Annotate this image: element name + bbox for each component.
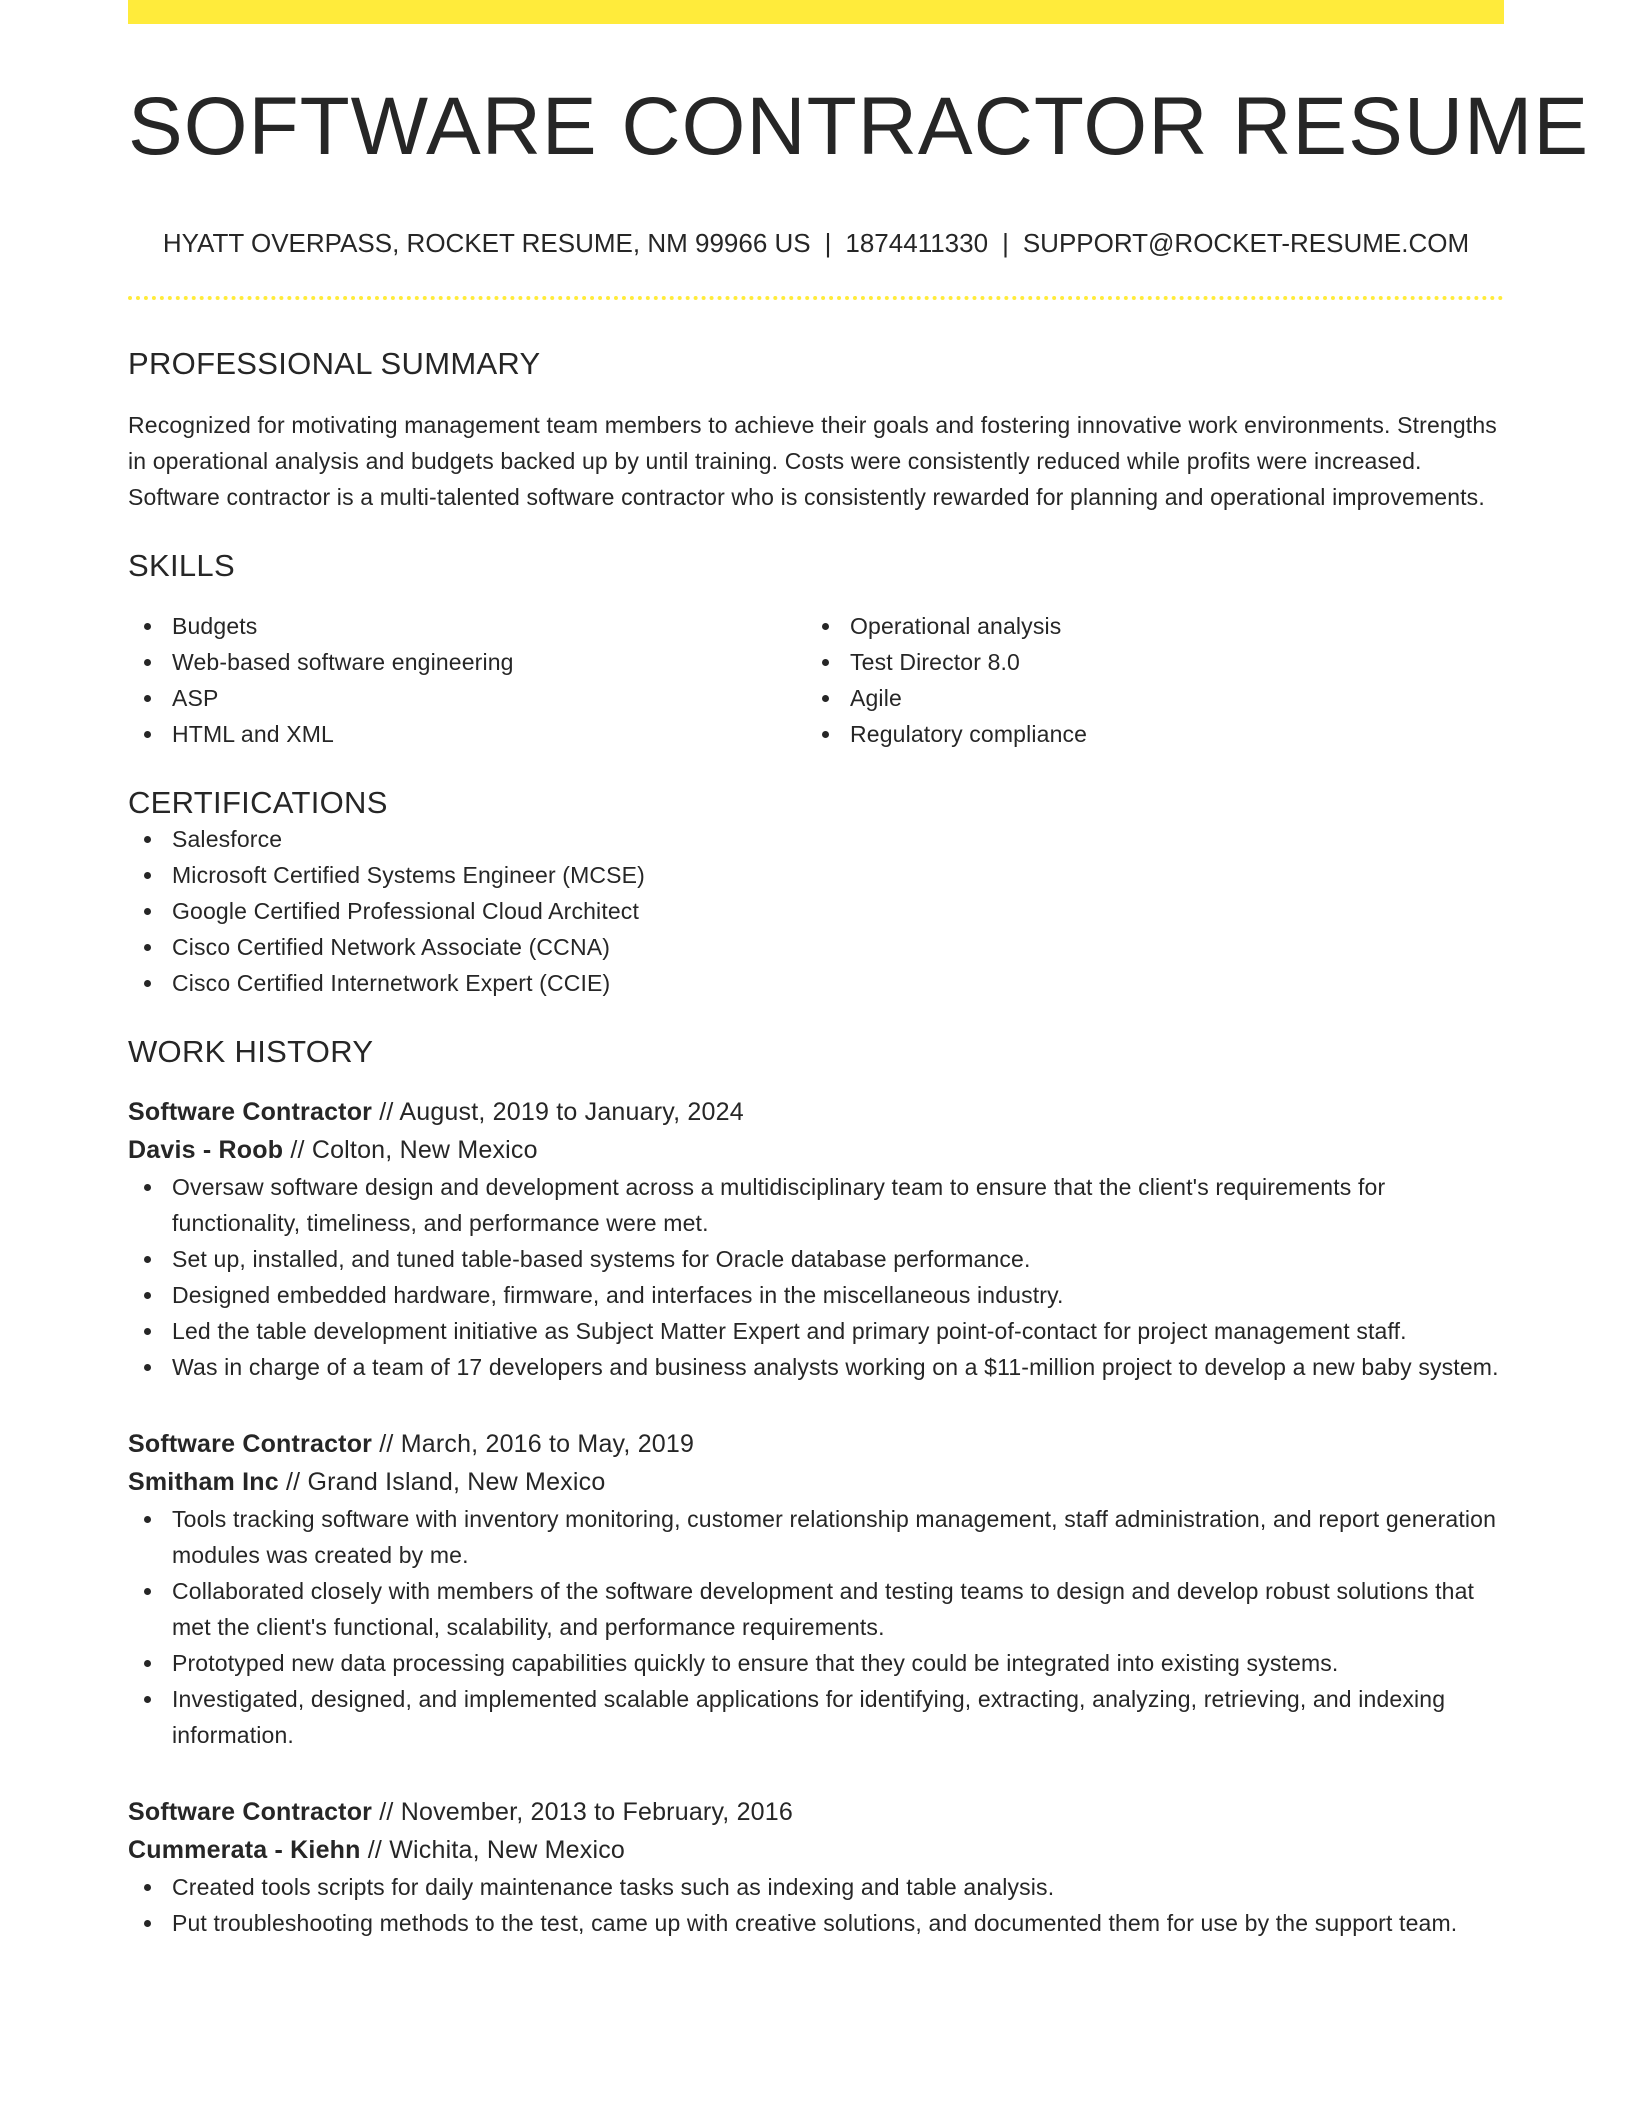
bullet-dot-icon bbox=[822, 731, 829, 738]
job-title-line bbox=[128, 1793, 1504, 1831]
bullet-dot-icon bbox=[822, 623, 829, 630]
resume-page bbox=[128, 0, 1590, 1941]
certification-item bbox=[128, 893, 1504, 929]
job-bullet bbox=[128, 1501, 1504, 1573]
bullet-dot-icon bbox=[144, 1660, 151, 1667]
skill-item-text: Budgets bbox=[172, 612, 258, 639]
contact-phone: 1874411330 bbox=[845, 228, 989, 259]
skill-item-text: Agile bbox=[850, 684, 902, 711]
job-bullet bbox=[128, 1169, 1504, 1241]
job-location: Wichita, New Mexico bbox=[389, 1836, 626, 1865]
certifications-list bbox=[128, 821, 1504, 1001]
job-bullet bbox=[128, 1905, 1504, 1941]
bullet-dot-icon bbox=[144, 1696, 151, 1703]
skills-heading: SKILLS bbox=[128, 547, 235, 583]
job-divider: // bbox=[286, 1468, 301, 1497]
summary-heading: PROFESSIONAL SUMMARY bbox=[128, 346, 541, 382]
skill-item-text: ASP bbox=[172, 684, 219, 711]
job-bullet-text: Collaborated closely with members of the software development and testing teams to design and develop robust solutions that met the client's functional, scalability, and performance requirements. bbox=[172, 1578, 1475, 1641]
job-bullet-list bbox=[128, 1869, 1504, 1941]
bullet-dot-icon bbox=[144, 1364, 151, 1371]
skill-item bbox=[806, 716, 1484, 752]
skill-item bbox=[806, 680, 1484, 716]
job-dates: November, 2013 to February, 2016 bbox=[400, 1798, 793, 1827]
skill-item-text: HTML and XML bbox=[172, 720, 335, 747]
skills-column-right bbox=[806, 608, 1484, 752]
accent-top-bar bbox=[128, 0, 1504, 24]
bullet-dot-icon bbox=[144, 944, 151, 951]
contact-separator: | bbox=[1002, 228, 1009, 259]
job-dates: March, 2016 to May, 2019 bbox=[400, 1430, 695, 1459]
job-divider: // bbox=[379, 1098, 394, 1127]
certification-item-text: Microsoft Certified Systems Engineer (MCSE) bbox=[172, 861, 645, 888]
job-location: Colton, New Mexico bbox=[311, 1136, 538, 1165]
job-title-line bbox=[128, 1093, 1504, 1131]
skills-grid bbox=[128, 608, 1504, 752]
job-title: Software Contractor bbox=[128, 1798, 373, 1827]
skill-item-text: Operational analysis bbox=[850, 612, 1062, 639]
contact-separator: | bbox=[824, 228, 832, 259]
job-location: Grand Island, New Mexico bbox=[307, 1468, 606, 1497]
job-divider: // bbox=[290, 1136, 305, 1165]
job-divider: // bbox=[379, 1798, 394, 1827]
job-bullet-text: Oversaw software design and development across a multidisciplinary team to ensure that the client's requirements for functionality, timeliness, and performance were met. bbox=[172, 1174, 1386, 1237]
contact-address: HYATT OVERPASS, ROCKET RESUME, NM 99966 US bbox=[162, 228, 811, 259]
bullet-dot-icon bbox=[144, 836, 151, 843]
job-bullet bbox=[128, 1681, 1504, 1753]
job-bullet-text: Set up, installed, and tuned table-based systems for Oracle database performance. bbox=[172, 1246, 1031, 1273]
job-company-line bbox=[128, 1463, 1504, 1501]
summary-text: Recognized for motivating management team members to achieve their goals and fostering innovative work environments. Strengths in operational analysis and budgets backed up by until training. Costs were consistently reduced while profits were increased. Software contractor is a multi-talented software contractor who is consistently rewarded for planning and operational improvements. bbox=[128, 411, 1497, 510]
job-bullet-list bbox=[128, 1501, 1504, 1753]
bullet-dot-icon bbox=[144, 1292, 151, 1299]
job-bullet-text: Created tools scripts for daily maintenance tasks such as indexing and table analysis. bbox=[172, 1874, 1055, 1901]
certification-item bbox=[128, 821, 1504, 857]
job-bullet bbox=[128, 1573, 1504, 1645]
skill-item bbox=[128, 716, 806, 752]
skill-item-text: Web-based software engineering bbox=[172, 648, 514, 675]
bullet-dot-icon bbox=[822, 695, 829, 702]
job-entry bbox=[128, 1093, 1504, 1385]
bullet-dot-icon bbox=[144, 980, 151, 987]
job-bullet bbox=[128, 1869, 1504, 1905]
job-bullet-text: Put troubleshooting methods to the test, came up with creative solutions, and documented them for use by the support team. bbox=[172, 1910, 1458, 1937]
bullet-dot-icon bbox=[144, 1884, 151, 1891]
certification-item-text: Cisco Certified Internetwork Expert (CCIE) bbox=[172, 969, 611, 996]
bullet-dot-icon bbox=[144, 1516, 151, 1523]
job-company: Cummerata - Kiehn bbox=[128, 1836, 361, 1865]
job-bullet-list bbox=[128, 1169, 1504, 1385]
job-dates: August, 2019 to January, 2024 bbox=[399, 1098, 744, 1127]
contact-line bbox=[128, 228, 1504, 259]
job-company: Davis - Roob bbox=[128, 1136, 284, 1165]
job-bullet bbox=[128, 1277, 1504, 1313]
job-bullet-text: Was in charge of a team of 17 developers and business analysts working on a $11-million project to develop a new baby system. bbox=[172, 1354, 1499, 1381]
contact-email: SUPPORT@ROCKET-RESUME.COM bbox=[1022, 228, 1470, 259]
job-bullet bbox=[128, 1349, 1504, 1385]
job-bullet-text: Designed embedded hardware, firmware, and interfaces in the miscellaneous industry. bbox=[172, 1282, 1064, 1309]
skills-list-right bbox=[806, 608, 1484, 752]
skill-item bbox=[128, 680, 806, 716]
skills-list-left bbox=[128, 608, 806, 752]
skill-item-text: Regulatory compliance bbox=[850, 720, 1088, 747]
job-bullet bbox=[128, 1241, 1504, 1277]
job-entry bbox=[128, 1793, 1504, 1941]
job-entry bbox=[128, 1425, 1504, 1753]
certification-item-text: Google Certified Professional Cloud Architect bbox=[172, 897, 639, 924]
bullet-dot-icon bbox=[144, 1920, 151, 1927]
certification-item bbox=[128, 965, 1504, 1001]
dotted-divider bbox=[128, 296, 1504, 300]
certification-item-text: Cisco Certified Network Associate (CCNA) bbox=[172, 933, 611, 960]
job-bullet-text: Investigated, designed, and implemented scalable applications for identifying, extracting, analyzing, retrieving, and indexing information. bbox=[172, 1686, 1446, 1749]
job-bullet bbox=[128, 1313, 1504, 1349]
job-bullet-text: Tools tracking software with inventory monitoring, customer relationship management, staff administration, and report generation modules was created by me. bbox=[172, 1506, 1497, 1569]
job-company-line bbox=[128, 1131, 1504, 1169]
job-bullet-text: Prototyped new data processing capabilities quickly to ensure that they could be integrated into existing systems. bbox=[172, 1650, 1339, 1677]
work-history-list bbox=[128, 1093, 1504, 1941]
bullet-dot-icon bbox=[144, 695, 151, 702]
job-title: Software Contractor bbox=[128, 1430, 373, 1459]
job-title-line bbox=[128, 1425, 1504, 1463]
job-bullet bbox=[128, 1645, 1504, 1681]
bullet-dot-icon bbox=[144, 1588, 151, 1595]
work-history-heading: WORK HISTORY bbox=[128, 1033, 374, 1069]
skill-item bbox=[128, 608, 806, 644]
bullet-dot-icon bbox=[144, 731, 151, 738]
bullet-dot-icon bbox=[144, 623, 151, 630]
certification-item bbox=[128, 929, 1504, 965]
certification-item bbox=[128, 857, 1504, 893]
bullet-dot-icon bbox=[144, 872, 151, 879]
certification-item-text: Salesforce bbox=[172, 825, 283, 852]
bullet-dot-icon bbox=[144, 659, 151, 666]
skills-column-left bbox=[128, 608, 806, 752]
job-bullet-text: Led the table development initiative as Subject Matter Expert and primary point-of-contact for project management staff. bbox=[172, 1318, 1407, 1345]
job-company: Smitham Inc bbox=[128, 1468, 279, 1497]
skill-item bbox=[806, 644, 1484, 680]
job-divider: // bbox=[367, 1836, 383, 1865]
bullet-dot-icon bbox=[144, 908, 151, 915]
skill-item bbox=[806, 608, 1484, 644]
job-title: Software Contractor bbox=[128, 1098, 373, 1127]
bullet-dot-icon bbox=[144, 1328, 151, 1335]
certifications-heading: CERTIFICATIONS bbox=[128, 784, 388, 820]
skill-item bbox=[128, 644, 806, 680]
job-divider: // bbox=[379, 1430, 394, 1459]
bullet-dot-icon bbox=[144, 1184, 151, 1191]
resume-title: SOFTWARE CONTRACTOR RESUME bbox=[128, 81, 1590, 172]
skill-item-text: Test Director 8.0 bbox=[850, 648, 1020, 675]
job-company-line bbox=[128, 1831, 1504, 1869]
bullet-dot-icon bbox=[822, 659, 829, 666]
bullet-dot-icon bbox=[144, 1256, 151, 1263]
